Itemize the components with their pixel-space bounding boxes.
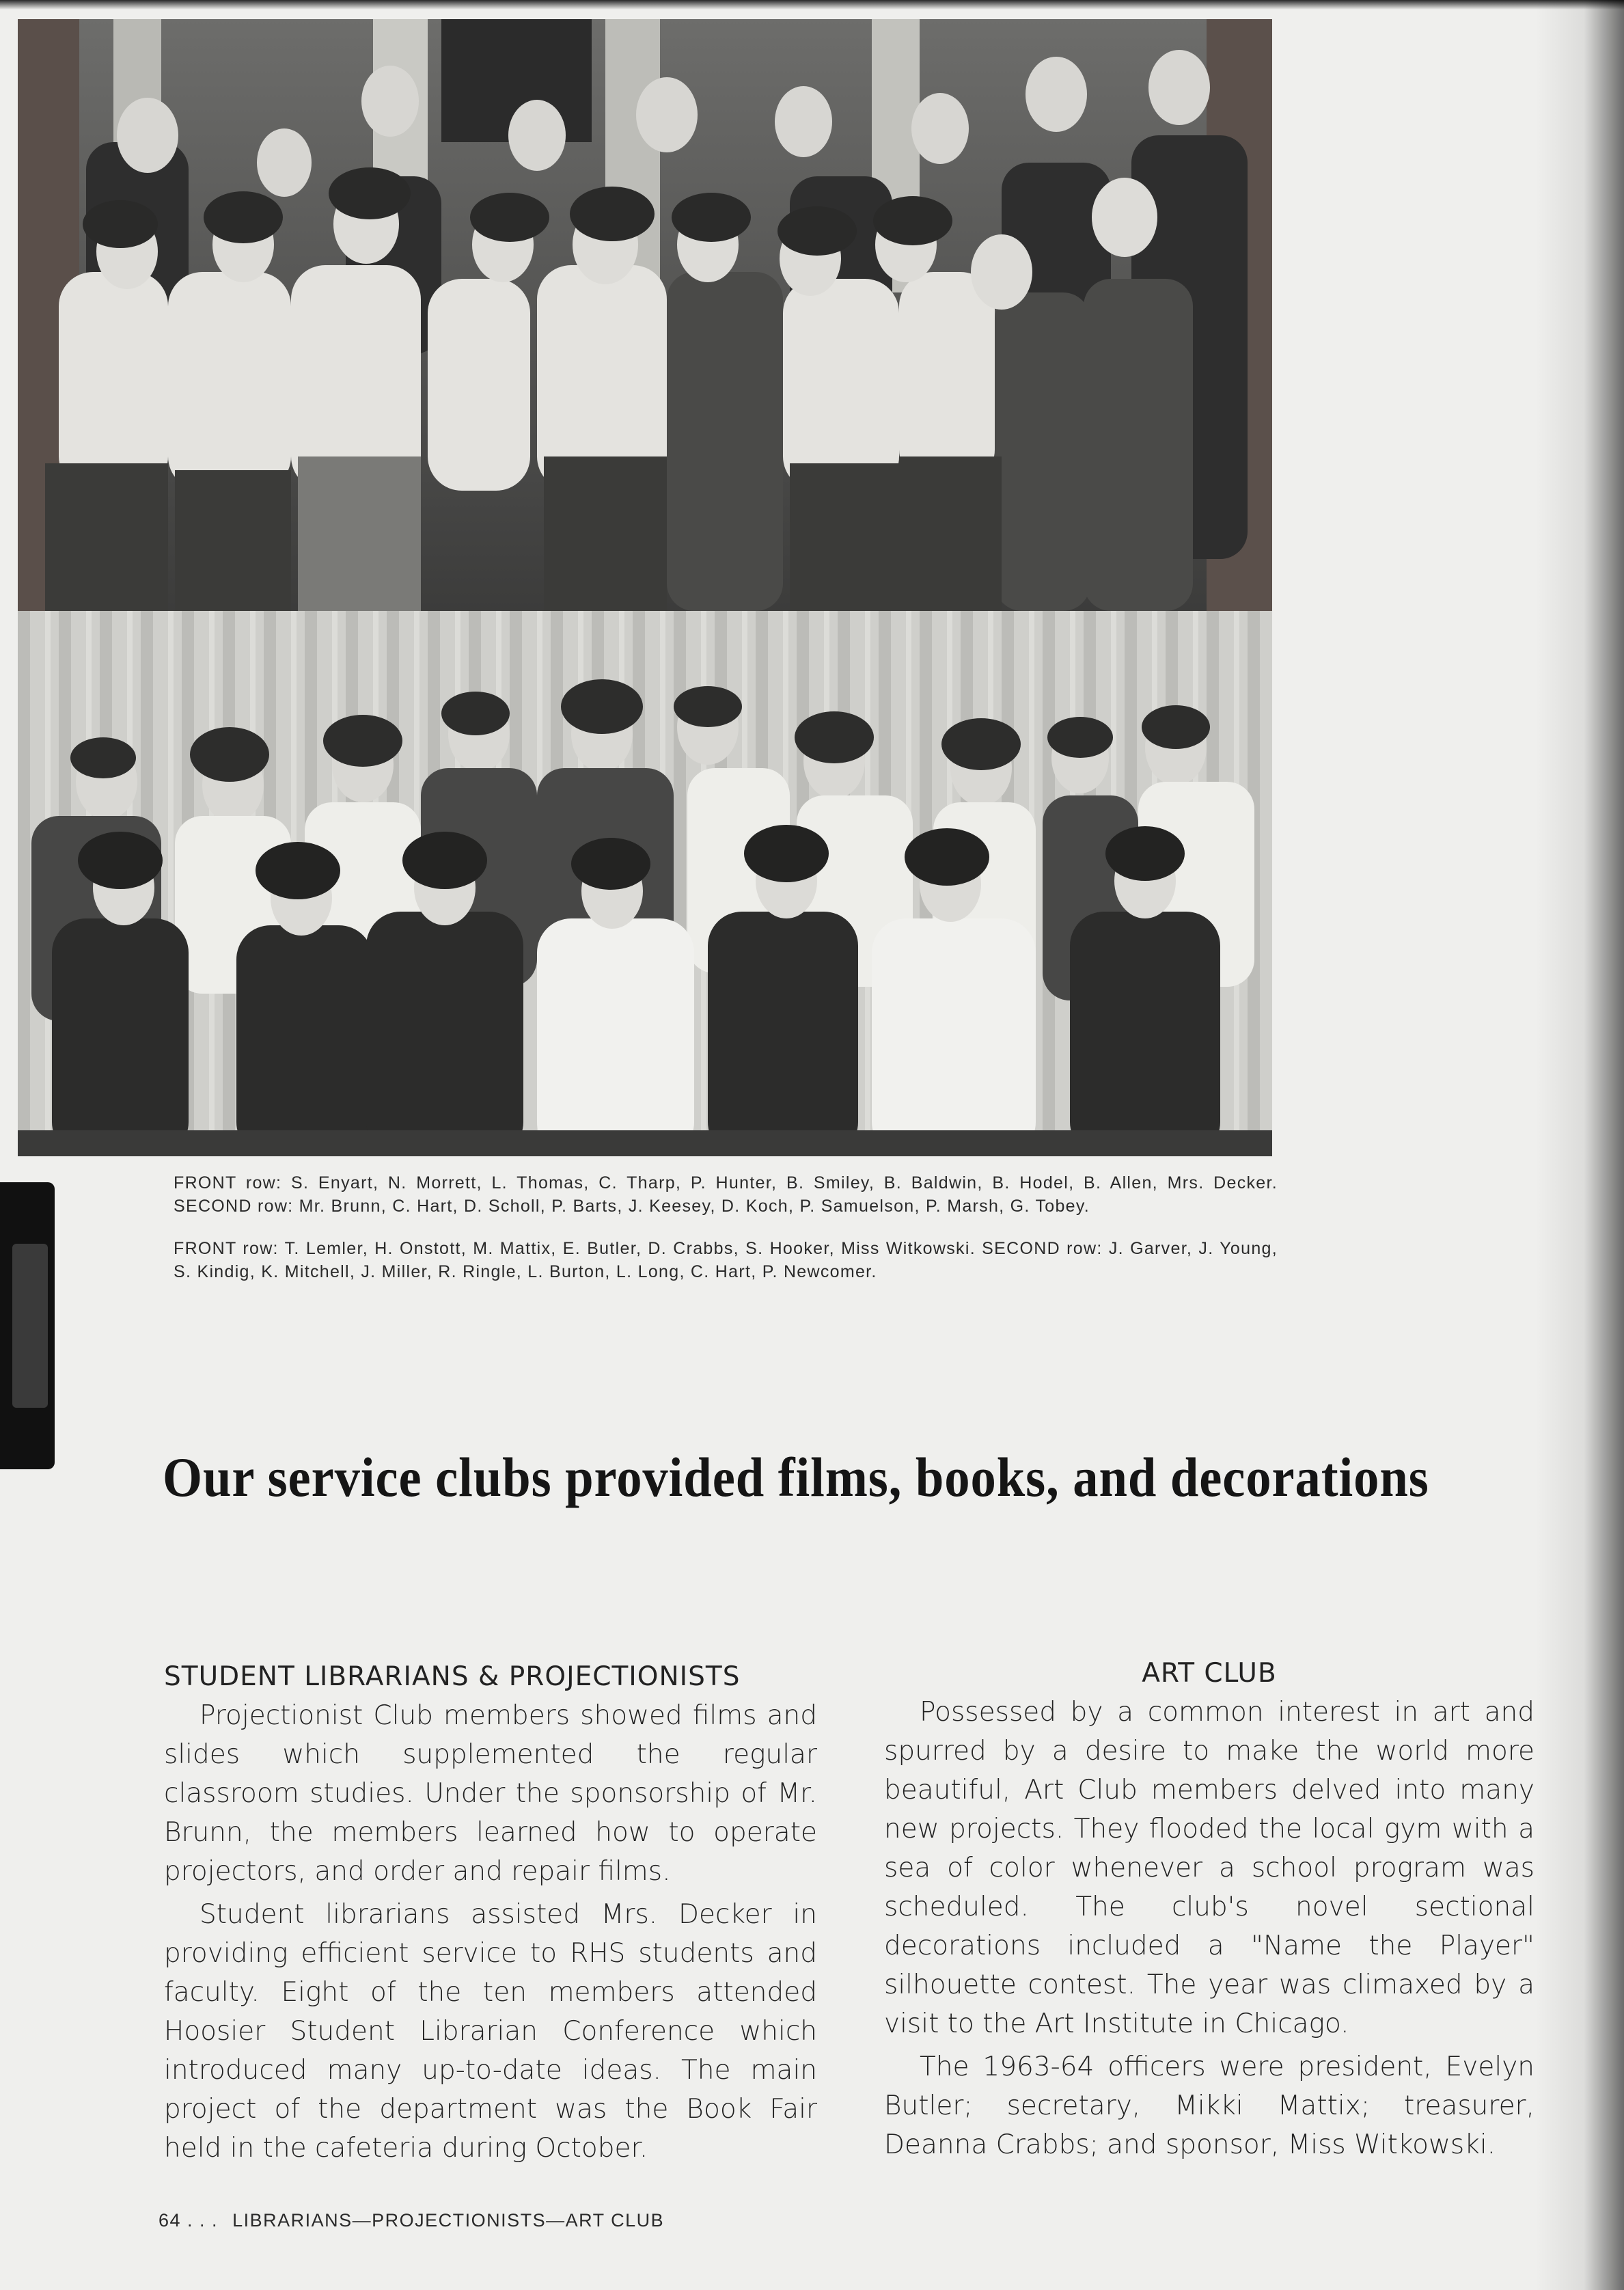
paragraph: Projectionist Club members showed films and slides which supplemented the regular classroom studies. Under the sponsorship of Mr. Brunn, the members learned how to operate projectors, and order and repair films.	[164, 1700, 817, 1887]
section-title: LIBRARIANS—PROJECTIONISTS—ART CLUB	[232, 2210, 665, 2231]
group-photo-art-club	[18, 611, 1272, 1156]
photo-caption-art-club: FRONT row: T. Lemler, H. Onstott, M. Mattix, E. Butler, D. Crabbs, S. Hooker, Miss Witkowski. SECOND row: J. Garver, J. Young, S. Kindig, K. Mitchell, J. Miller, R. Ringle, L. Burton, L. Long, C. Hart, P. Newcomer.	[174, 1239, 1278, 1281]
paragraph: Student librarians assisted Mrs. Decker in providing efficient service to RHS students and faculty. Eight of the ten members attended Hoosier Student Librarian Conference which introduced many up-to-date ideas. The main project of the department was the Book Fair held in the cafeteria during October.	[164, 1899, 817, 2164]
section-heading-art-club: ART CLUB	[1142, 1658, 1277, 1689]
paragraph: Possessed by a common interest in art and spurred by a desire to make the world more beautiful, Art Club members delved into many new projects. They flooded the local gym with a sea of color whenever a school program was scheduled. The club's novel sectional decorations included a "Name the Player" silhouette contest. The year was climaxed by a visit to the Art Institute in Chicago.	[884, 1697, 1534, 2039]
group-photo-librarians	[18, 19, 1272, 611]
page-footer	[159, 2210, 664, 2231]
section-heading-librarians: STUDENT LIBRARIANS & PROJECTIONISTS	[164, 1661, 741, 1692]
binder-clip	[0, 1182, 55, 1469]
page-number: 64 . . .	[159, 2210, 219, 2231]
page-headline: Our service clubs provided films, books, and decorations	[163, 1446, 1429, 1508]
photo-caption-librarians: FRONT row: S. Enyart, N. Morrett, L. Thomas, C. Tharp, P. Hunter, B. Smiley, B. Baldwin, B. Hodel, B. Allen, Mrs. Decker. SECOND row: Mr. Brunn, C. Hart, D. Scholl, P. Barts, J. Keesey, D. Koch, P. Samuelson, P. Marsh, G. Tobey.	[174, 1173, 1278, 1216]
page-top-edge	[0, 0, 1624, 10]
article-librarians-projectionists	[164, 1657, 817, 2168]
article-art-club	[884, 1654, 1534, 2164]
paragraph: The 1963-64 officers were president, Evelyn Butler; secretary, Mikki Mattix; treasurer, Deanna Crabbs; and sponsor, Miss Witkowski.	[884, 2052, 1534, 2160]
page-binding-shadow	[1535, 0, 1624, 2290]
